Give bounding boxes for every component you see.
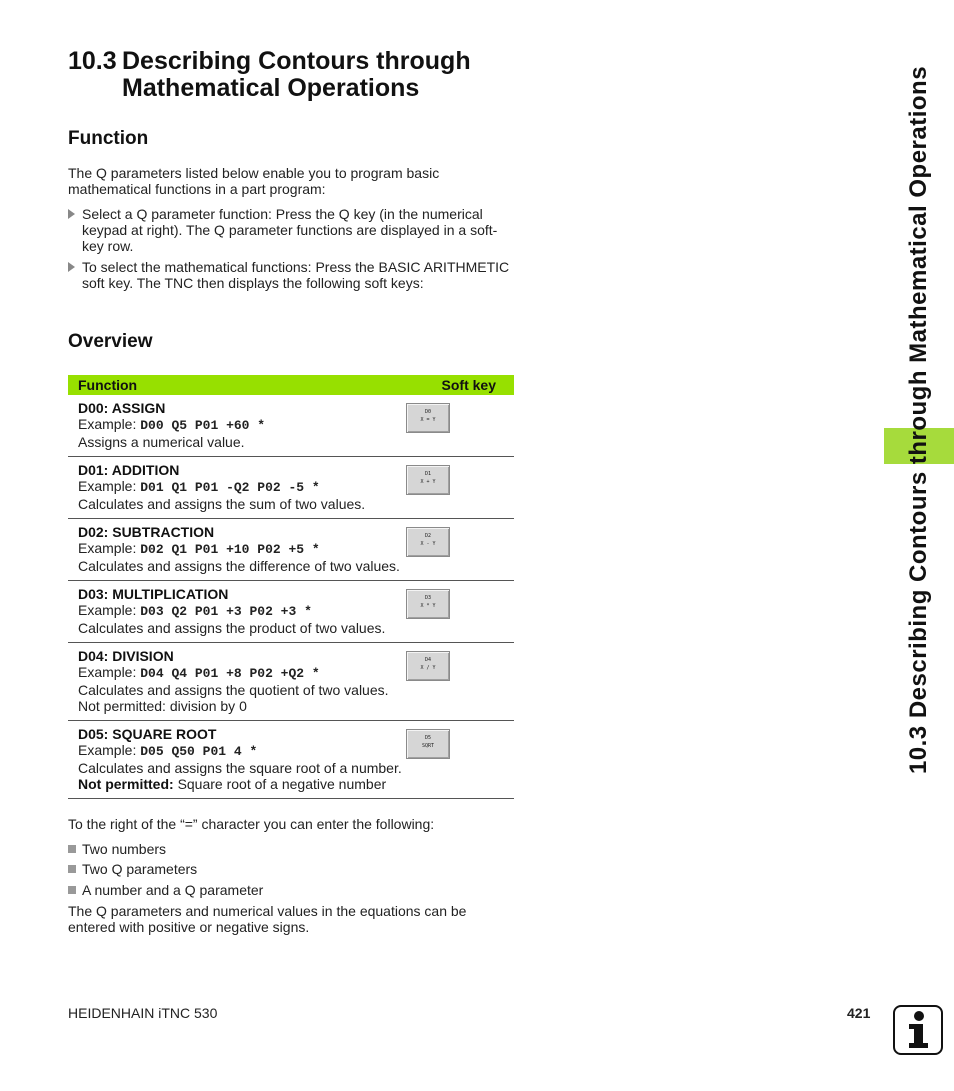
example-label: Example: (78, 602, 137, 618)
note-label: Not permitted: (78, 776, 174, 792)
step-item (68, 206, 510, 254)
function-name: D05: SQUARE ROOT (78, 726, 217, 742)
list-item-text: Two numbers (82, 841, 167, 857)
function-note (78, 776, 404, 792)
softkey-d01[interactable] (406, 465, 450, 495)
softkey-cell (404, 519, 514, 581)
square-bullet-icon (68, 865, 76, 873)
softkey-cell (404, 395, 514, 457)
softkey-d02[interactable] (406, 527, 450, 557)
example-code: D00 Q5 P01 +60 * (140, 418, 266, 433)
example-code: D01 Q1 P01 -Q2 P02 -5 * (140, 480, 320, 495)
column-header-function: Function (68, 375, 404, 395)
softkey-formula: X - Y (420, 541, 436, 547)
example-label: Example: (78, 540, 137, 556)
softkey-formula: X + Y (420, 479, 436, 485)
function-name: D03: MULTIPLICATION (78, 586, 229, 602)
info-glyph-icon (903, 1010, 933, 1050)
list-item (68, 861, 197, 877)
function-description: Calculates and assigns the quotient of two values. (78, 682, 389, 698)
softkey-cell (404, 643, 514, 721)
function-description: Calculates and assigns the square root of a number. (78, 760, 402, 776)
column-header-softkey: Soft key (404, 375, 514, 395)
softkey-formula: X / Y (420, 665, 436, 671)
list-item-text: A number and a Q parameter (82, 882, 264, 898)
table-row (68, 581, 514, 643)
arrow-bullet-icon (68, 262, 75, 272)
arrow-bullet-icon (68, 209, 75, 219)
page-title (68, 48, 628, 102)
list-item (68, 882, 263, 898)
square-bullet-icon (68, 845, 76, 853)
example-line (78, 540, 404, 558)
title-line-1: Describing Contours through (122, 47, 471, 75)
example-line (78, 602, 404, 620)
softkey-cell (404, 581, 514, 643)
step-item (68, 259, 510, 291)
function-cell (68, 395, 404, 457)
example-label: Example: (78, 416, 137, 432)
softkey-label: D5 (424, 735, 432, 741)
softkey-d05[interactable] (406, 729, 450, 759)
softkey-d00[interactable] (406, 403, 450, 433)
step-text: To select the mathematical functions: Press the BASIC ARITHMETIC soft key. The TNC then displays the following soft keys: (82, 259, 510, 291)
example-label: Example: (78, 664, 137, 680)
footer-manual-name: HEIDENHAIN iTNC 530 (68, 1005, 218, 1021)
table-header-row (68, 375, 514, 395)
example-line (78, 416, 404, 434)
table-row (68, 457, 514, 519)
side-tab-title: 10.3 Describing Contours through Mathematical Operations (905, 65, 932, 775)
softkey-d04[interactable] (406, 651, 450, 681)
after-table-intro: To the right of the “=” character you can enter the following: (68, 816, 435, 832)
softkey-label: D3 (424, 595, 432, 601)
softkey-label: D2 (424, 533, 432, 539)
softkey-label: D1 (424, 471, 432, 477)
example-code: D02 Q1 P01 +10 P02 +5 * (140, 542, 320, 557)
softkey-formula: SQRT (421, 743, 435, 749)
table-row (68, 395, 514, 457)
title-line-2: Mathematical Operations (122, 74, 420, 102)
function-cell (68, 519, 404, 581)
function-name: D02: SUBTRACTION (78, 524, 215, 540)
example-line (78, 478, 404, 496)
note-text: Square root of a negative number (177, 776, 387, 792)
function-intro: The Q parameters listed below enable you to program basic mathematical functions in a part program: (68, 165, 440, 197)
section-number: 10.3 (68, 47, 117, 75)
function-name: D00: ASSIGN (78, 400, 166, 416)
table-row (68, 519, 514, 581)
info-icon (893, 1005, 943, 1055)
example-code: D03 Q2 P01 +3 P02 +3 * (140, 604, 312, 619)
step-text: Select a Q parameter function: Press the Q key (in the numerical keypad at right). The Q parameter functions are displayed in a soft-key row. (82, 206, 498, 254)
softkey-cell (404, 457, 514, 519)
function-cell (68, 721, 404, 799)
softkey-label: D0 (424, 409, 432, 415)
softkey-formula: X = Y (420, 417, 436, 423)
list-item-text: Two Q parameters (82, 861, 198, 877)
function-cell (68, 457, 404, 519)
softkey-formula: X * Y (420, 603, 436, 609)
page-number: 421 (847, 1005, 871, 1021)
table-row (68, 643, 514, 721)
softkey-label: D4 (424, 657, 432, 663)
example-line (78, 664, 404, 682)
softkey-d03[interactable] (406, 589, 450, 619)
function-name: D04: DIVISION (78, 648, 174, 664)
overview-table (68, 375, 514, 799)
function-description: Assigns a numerical value. (78, 434, 245, 450)
list-item (68, 841, 166, 857)
function-description: Calculates and assigns the sum of two values. (78, 496, 366, 512)
softkey-cell (404, 721, 514, 799)
overview-heading: Overview (68, 331, 153, 352)
function-note: Not permitted: division by 0 (78, 698, 247, 714)
example-code: D04 Q4 P01 +8 P02 +Q2 * (140, 666, 320, 681)
closing-paragraph: The Q parameters and numerical values in the equations can be entered with positive or negative signs. (68, 903, 467, 935)
example-label: Example: (78, 478, 137, 494)
function-cell (68, 581, 404, 643)
example-line (78, 742, 404, 760)
example-code: D05 Q50 P01 4 * (140, 744, 258, 759)
example-label: Example: (78, 742, 137, 758)
function-cell (68, 643, 404, 721)
function-heading: Function (68, 128, 149, 149)
function-name: D01: ADDITION (78, 462, 180, 478)
function-description: Calculates and assigns the difference of two values. (78, 558, 400, 574)
square-bullet-icon (68, 886, 76, 894)
table-row (68, 721, 514, 799)
function-description: Calculates and assigns the product of two values. (78, 620, 386, 636)
